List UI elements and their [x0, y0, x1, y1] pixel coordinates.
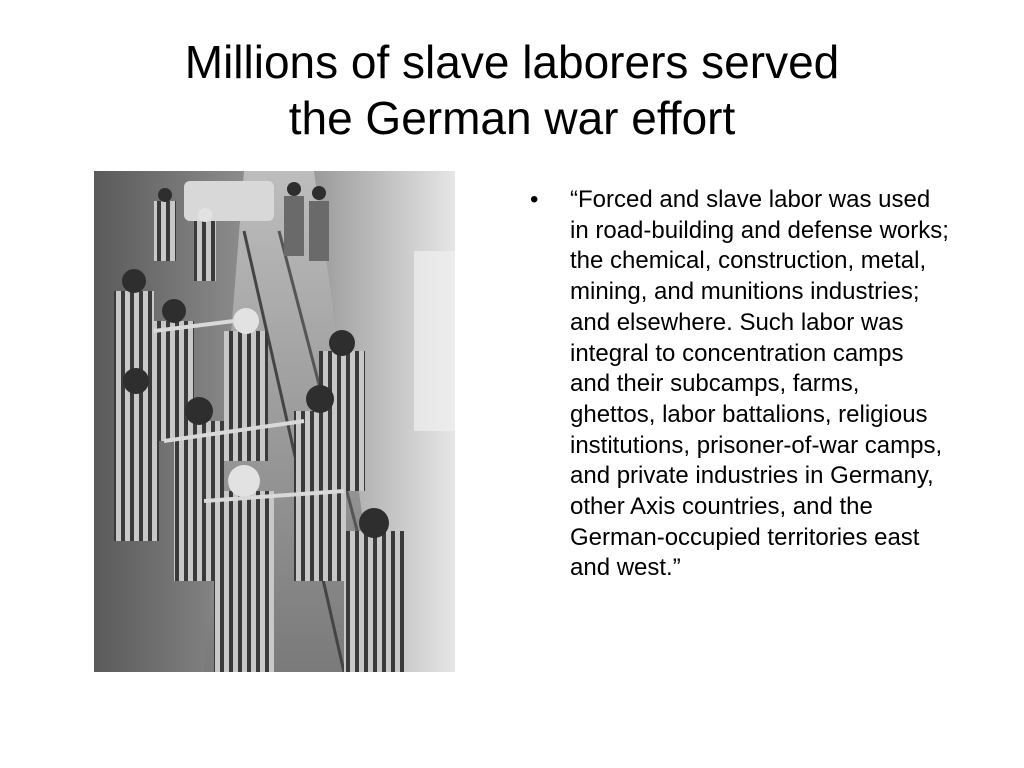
photograph-icon: [94, 171, 455, 672]
slide-title-line-2: the German war effort: [288, 92, 736, 144]
bullet-marker: •: [530, 186, 539, 213]
slide-title-line-1: Millions of slave laborers served: [184, 36, 840, 88]
slide-title: [60, 34, 964, 146]
bullet-list: [530, 185, 950, 584]
slave-laborers-photo: [94, 171, 455, 672]
bullet-text: “Forced and slave labor was used in road-building and defense works; the chemical, construction, metal, mining, and munitions industries; and elsewhere. Such labor was integral to concentration camps and their subcamps, farms, ghettos, labor battalions, religious institutions, prisoner-of-war camps, and private industries in Germany, other Axis countries, and the German-occupied territories east and west.”: [570, 186, 949, 582]
list-item: [530, 185, 950, 584]
